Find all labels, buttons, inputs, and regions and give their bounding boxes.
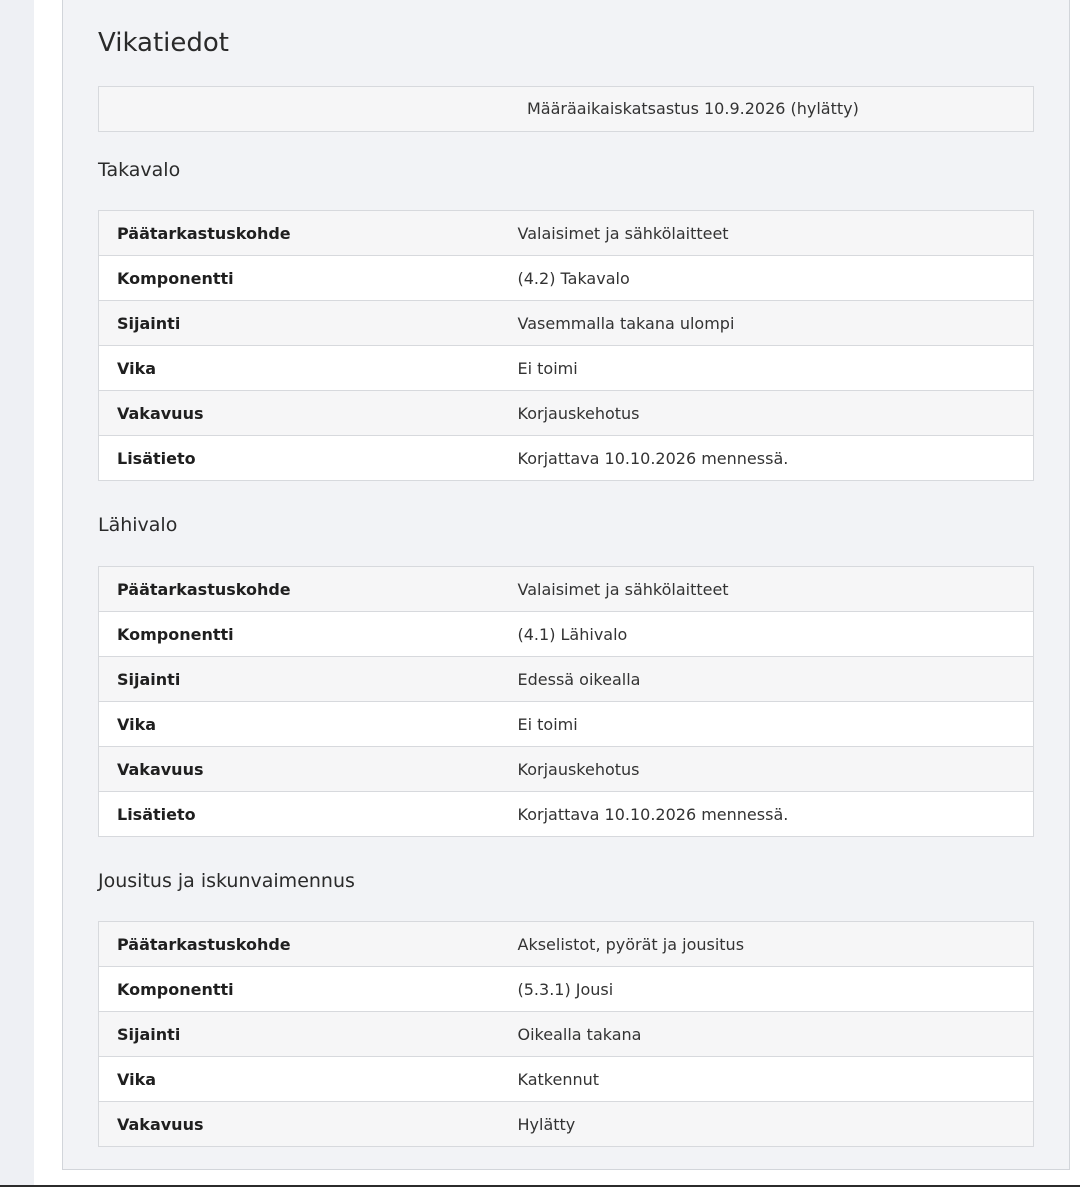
table-row bbox=[99, 391, 1034, 436]
row-value: Vasemmalla takana ulompi bbox=[508, 301, 1034, 346]
row-value: (4.1) Lähivalo bbox=[508, 612, 1034, 657]
panel-title: Vikatiedot bbox=[98, 28, 229, 58]
row-value: Akselistot, pyörät ja jousitus bbox=[508, 922, 1034, 967]
row-label: Päätarkastuskohde bbox=[99, 211, 508, 256]
inspection-summary bbox=[98, 86, 1034, 132]
table-row bbox=[99, 922, 1034, 967]
row-label: Vika bbox=[99, 702, 508, 747]
fault-title-takavalo: Takavalo bbox=[98, 159, 181, 181]
row-value: Korjauskehotus bbox=[508, 747, 1034, 792]
row-label: Lisätieto bbox=[99, 792, 508, 837]
row-value: Ei toimi bbox=[508, 346, 1034, 391]
row-value: Valaisimet ja sähkölaitteet bbox=[508, 567, 1034, 612]
row-label: Vakavuus bbox=[99, 391, 508, 436]
table-row bbox=[99, 1057, 1034, 1102]
row-value: Hylätty bbox=[508, 1102, 1034, 1147]
row-label: Vika bbox=[99, 346, 508, 391]
table-row bbox=[99, 436, 1034, 481]
row-label: Lisätieto bbox=[99, 436, 508, 481]
row-value: Ei toimi bbox=[508, 702, 1034, 747]
table-row bbox=[99, 1012, 1034, 1057]
table-row bbox=[99, 211, 1034, 256]
row-label: Komponentti bbox=[99, 967, 508, 1012]
fault-table-lahivalo bbox=[98, 566, 1034, 837]
left-sidebar-strip bbox=[0, 0, 34, 1185]
row-value: Korjauskehotus bbox=[508, 391, 1034, 436]
table-row bbox=[99, 967, 1034, 1012]
fault-table-takavalo bbox=[98, 210, 1034, 481]
table-row bbox=[99, 256, 1034, 301]
table-row bbox=[99, 657, 1034, 702]
row-value: Korjattava 10.10.2026 mennessä. bbox=[508, 792, 1034, 837]
table-row bbox=[99, 612, 1034, 657]
row-label: Sijainti bbox=[99, 657, 508, 702]
row-label: Sijainti bbox=[99, 1012, 508, 1057]
table-row bbox=[99, 747, 1034, 792]
table-row bbox=[99, 567, 1034, 612]
inspection-result: Määräaikaiskatsastus 10.9.2026 (hylätty) bbox=[527, 99, 859, 118]
table-row bbox=[99, 301, 1034, 346]
row-label: Päätarkastuskohde bbox=[99, 922, 508, 967]
row-label: Päätarkastuskohde bbox=[99, 567, 508, 612]
table-row bbox=[99, 702, 1034, 747]
row-value: Korjattava 10.10.2026 mennessä. bbox=[508, 436, 1034, 481]
row-label: Komponentti bbox=[99, 256, 508, 301]
table-row bbox=[99, 346, 1034, 391]
row-value: Katkennut bbox=[508, 1057, 1034, 1102]
row-value: Oikealla takana bbox=[508, 1012, 1034, 1057]
fault-title-jousitus: Jousitus ja iskunvaimennus bbox=[98, 870, 355, 892]
row-label: Vakavuus bbox=[99, 1102, 508, 1147]
row-label: Vakavuus bbox=[99, 747, 508, 792]
row-label: Sijainti bbox=[99, 301, 508, 346]
row-value: Valaisimet ja sähkölaitteet bbox=[508, 211, 1034, 256]
row-value: (4.2) Takavalo bbox=[508, 256, 1034, 301]
fault-table-jousitus bbox=[98, 921, 1034, 1147]
row-label: Komponentti bbox=[99, 612, 508, 657]
table-row bbox=[99, 1102, 1034, 1147]
fault-title-lahivalo: Lähivalo bbox=[98, 514, 178, 536]
row-label: Vika bbox=[99, 1057, 508, 1102]
row-value: (5.3.1) Jousi bbox=[508, 967, 1034, 1012]
table-row bbox=[99, 792, 1034, 837]
row-value: Edessä oikealla bbox=[508, 657, 1034, 702]
